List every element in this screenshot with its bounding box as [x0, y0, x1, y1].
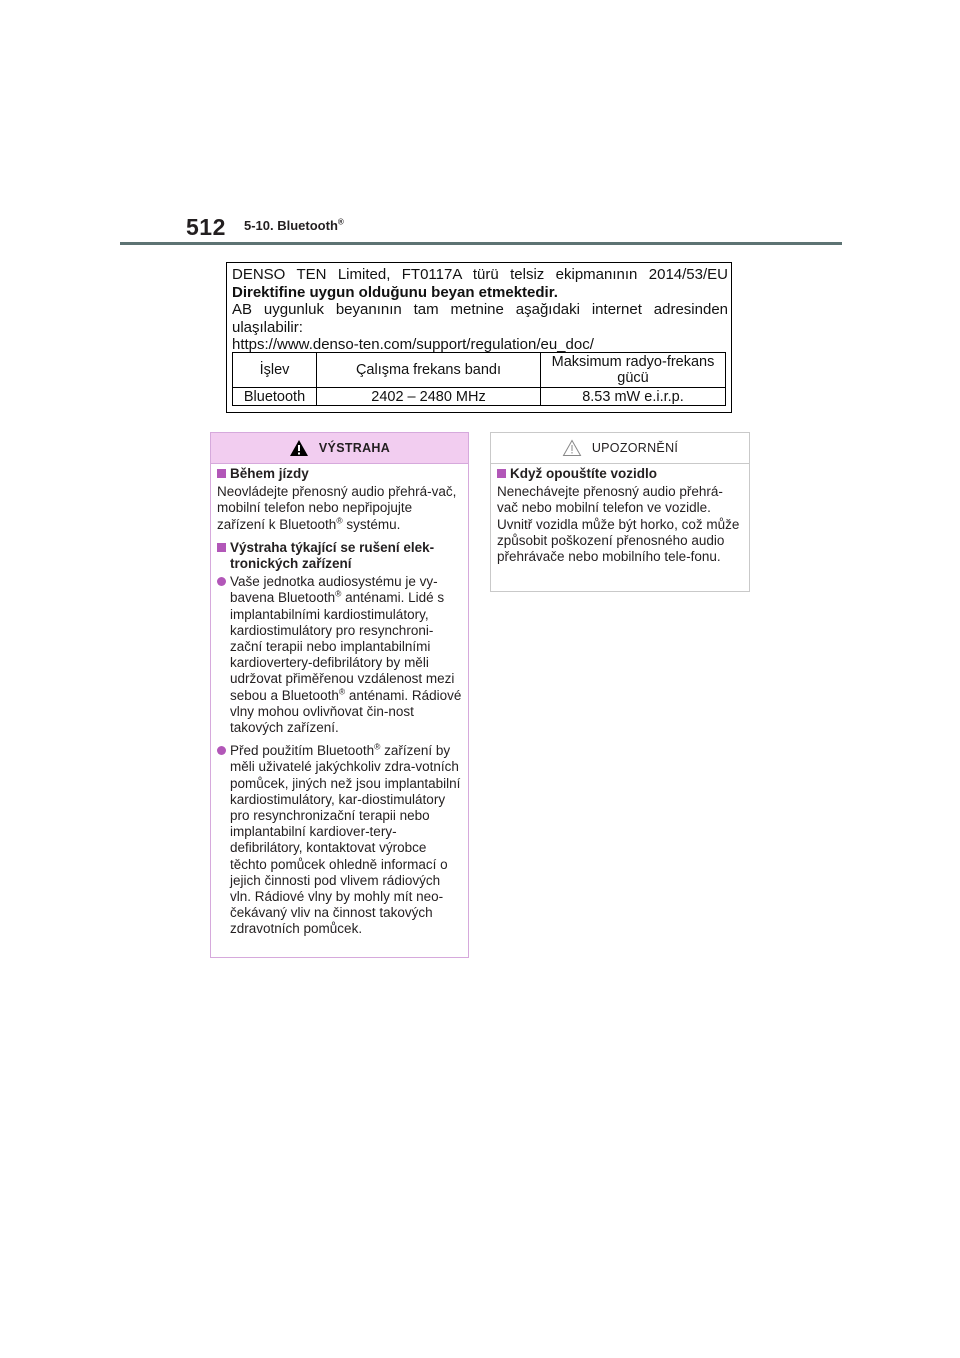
warning-box: [210, 432, 469, 958]
circle-bullet-icon: [217, 746, 226, 755]
square-bullet-icon: [217, 543, 226, 552]
text: systému.: [342, 516, 401, 532]
warning-triangle-icon: [289, 439, 309, 457]
table-header: Maksimum radyo-frekans gücü: [541, 353, 726, 388]
bullet-item: [217, 574, 462, 736]
table-header: İşlev: [233, 353, 317, 388]
text: Vaše jednotka audiosystému je vy-bavena Bluetooth: [230, 574, 438, 606]
caution-title: UPOZORNĚNÍ: [591, 440, 679, 455]
text: Neovládejte přenosný audio přehrá-vač, mobilní telefon nebo nepřipojujte zařízení k Bluetooth: [217, 484, 457, 532]
registered-mark: ®: [338, 686, 346, 697]
table-header: Çalışma frekans bandı: [317, 353, 541, 388]
circle-bullet-icon: [217, 577, 226, 586]
text: anténami. Lidé s implantabilními kardiostimulátory, kardiostimulátory pro resynchroni-zační terapii nebo implantabilními kardiovertery-defibrilátory by měli udržovat přiměřenou vzdálenost mezi sebou a Bluetooth: [230, 590, 455, 703]
header-rule: [120, 242, 842, 245]
caution-box: [490, 432, 750, 592]
text: anténami. Rádiové vlny mohou ovlivňovat čin-nost takových zařízení.: [230, 687, 462, 736]
section-label: 5-10. Bluetooth: [244, 218, 338, 233]
registered-mark: ®: [335, 588, 342, 599]
caution-triangle-icon: [562, 439, 582, 457]
declaration-image: [226, 262, 732, 413]
warning-heading: [217, 466, 462, 482]
square-bullet-icon: [497, 469, 506, 478]
registered-mark: ®: [336, 515, 343, 526]
registered-mark: ®: [337, 217, 344, 227]
table-cell: 8.53 mW e.i.r.p.: [541, 388, 726, 406]
warning-heading-text: Během jízdy: [230, 466, 309, 481]
caution-heading-text: Když opouštíte vozidlo: [510, 466, 657, 481]
declaration-url: https://www.denso-ten.com/support/regulation/eu_doc/: [232, 336, 594, 353]
table-cell: Bluetooth: [233, 388, 317, 406]
text: Před použitím Bluetooth: [230, 743, 375, 759]
bullet-item: [217, 743, 462, 937]
square-bullet-icon: [217, 469, 226, 478]
caution-heading: [497, 466, 743, 482]
caution-header: [491, 433, 749, 464]
declaration-line: ulaşılabilir:: [232, 318, 303, 336]
warning-heading: [217, 540, 462, 572]
declaration-line: AB uygunluk beyanının tam metnine aşağıdaki internet adresinden: [232, 301, 728, 318]
page-number: 512: [186, 214, 226, 240]
warning-header: [211, 433, 468, 464]
text: zařízení by měli uživatelé jakýchkoliv zdra-votních pomůcek, jiných než jsou implantabilní kardiostimulátory, kar-diostimulátory pro resynchronizační terapii nebo implantabilní kardiover-tery-defibrilátory, kontaktovat výrobce těchto pomůcek ohledně informací o jejich činnosti pod vlivem rádiových vln. Rádiové vlny by mohly mít neo-čekávaný vliv na činnost takových zdravotních pomůcek.: [230, 743, 461, 937]
section-title: [244, 218, 344, 233]
warning-heading-text: Výstraha týkající se rušení elek-tronických zařízení: [230, 539, 435, 572]
warning-title: VÝSTRAHA: [318, 440, 391, 455]
declaration-line: Direktifine uygun olduğunu beyan etmektedir.: [232, 283, 558, 301]
caution-paragraph: Nenechávejte přenosný audio přehrá-vač nebo mobilní telefon ve vozidle. Uvnitř vozidla může být horko, což může způsobit poškození přenosného audio přehrávače nebo mobilního tele-fonu.: [497, 484, 740, 565]
declaration-line: DENSO TEN Limited, FT0117A türü telsiz ekipmanının 2014/53/EU: [232, 266, 728, 283]
registered-mark: ®: [374, 741, 381, 752]
table-cell: 2402 – 2480 MHz: [317, 388, 541, 406]
frequency-table: [232, 352, 726, 406]
warning-paragraph: [217, 484, 462, 533]
